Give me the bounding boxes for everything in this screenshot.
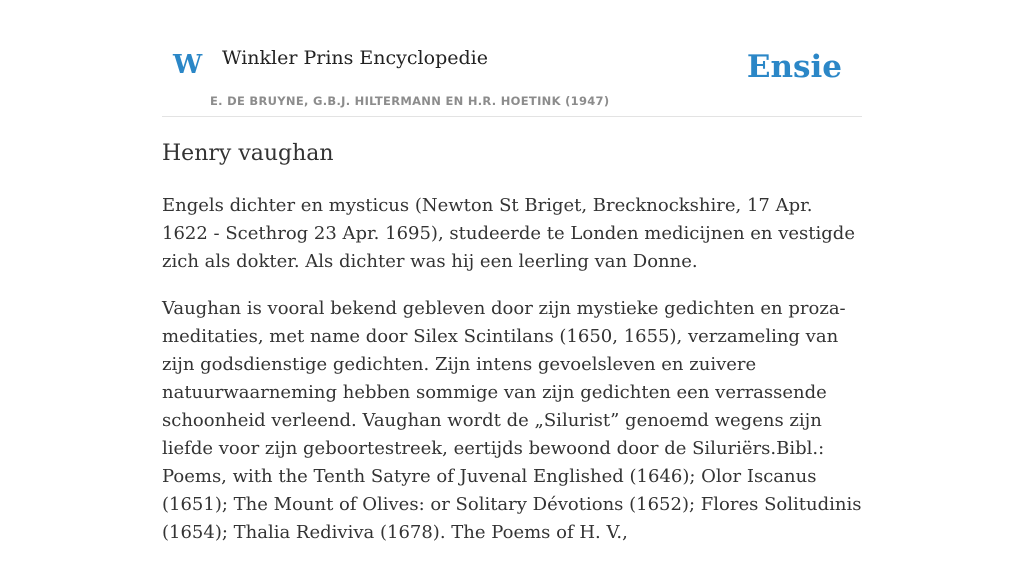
site-header — [162, 0, 862, 117]
ensie-logo-link[interactable]: Ensie — [746, 49, 842, 85]
encyclopedia-authors: E. DE BRUYNE, G.B.J. HILTERMANN EN H.R. HOETINK (1947) — [210, 94, 610, 108]
content-column — [162, 0, 862, 543]
article-title: Henry vaughan — [162, 141, 334, 166]
article-paragraph-1: Engels dichter en mysticus (Newton St Briget, Brecknockshire, 17 Apr. 1622 - Scethrog 23 Apr. 1695), studeerde te Londen medicijnen en vestigde zich als dokter. Als dichter was hij een leerling van Donne. — [162, 195, 855, 272]
site-title: Winkler Prins Encyclopedie — [222, 47, 488, 69]
winkler-prins-logo[interactable]: W — [173, 50, 203, 80]
article-body — [162, 192, 862, 566]
article-paragraph-2: Vaughan is vooral bekend gebleven door zijn mystieke gedichten en proza-meditaties, met name door Silex Scintilans (1650, 1655), verzameling van zijn godsdienstige gedichten. Zijn intens gevoelsleven en zuivere natuurwaarneming hebben sommige van zijn gedichten een verrassende schoonheid verleend. Vaughan wordt de „Silurist” genoemd wegens zijn liefde voor zijn geboortestreek, eertijds bewoond door de Siluriërs.Bibl.: Poems, with the Tenth Satyre of Juvenal Englished (1646); Olor Iscanus (1651); The Mount of Olives: or Solitary Dévotions (1652); Flores Solitudinis (1654); Thalia Rediviva (1678). The Poems of H. V., — [162, 298, 862, 543]
